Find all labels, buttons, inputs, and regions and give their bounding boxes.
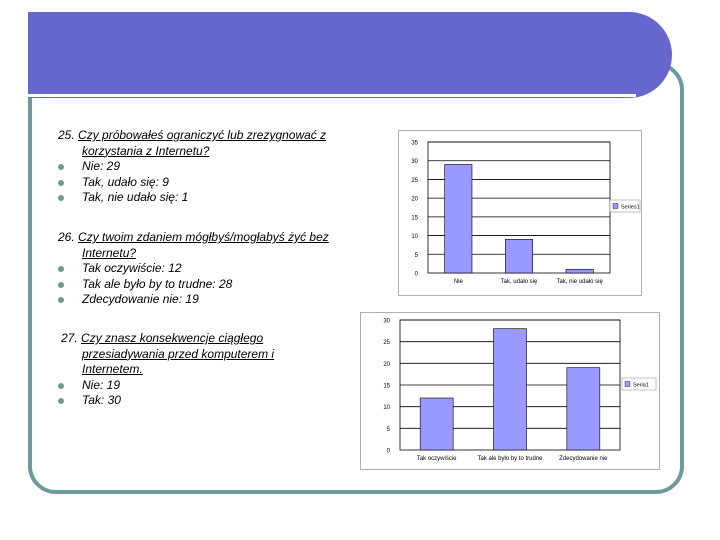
bullet-icon	[58, 195, 64, 201]
y-tick-label: 15	[383, 383, 390, 390]
y-tick-label: 0	[414, 271, 418, 278]
question-title-line: Czy próbowałeś ograniczyć lub zrezygnować z	[78, 128, 327, 142]
bar	[567, 368, 600, 450]
answer-item	[58, 393, 338, 409]
x-tick-label: Tak oczywiście	[416, 456, 457, 462]
x-tick-label: Zdecydowanie nie	[559, 456, 608, 462]
y-tick-label: 10	[383, 405, 390, 412]
bullet-icon	[58, 398, 64, 404]
x-tick-label: Tak ale było by to trudne	[477, 456, 543, 462]
answer-item	[58, 378, 338, 394]
y-tick-label: 30	[383, 318, 390, 325]
x-tick-label: Tak, udało się	[500, 279, 538, 285]
question-26-title	[58, 230, 358, 261]
answer-text: Nie: 19	[82, 377, 121, 392]
bar	[566, 269, 593, 273]
question-26	[58, 230, 358, 308]
y-tick-label: 5	[386, 426, 390, 433]
x-tick-label: Tak, nie udało się	[556, 279, 603, 285]
x-tick-label: Nie	[453, 279, 463, 285]
legend-label: Seria1	[633, 382, 649, 389]
answer-item	[58, 261, 358, 277]
question-title-line: Internetem.	[82, 362, 143, 376]
y-tick-label: 20	[383, 361, 390, 368]
question-25-title	[58, 128, 358, 159]
answer-text: Tak, nie udało się: 1	[82, 190, 189, 204]
y-tick-label: 25	[383, 340, 390, 347]
y-tick-label: 15	[411, 215, 418, 222]
bullet-icon	[58, 164, 64, 170]
title-banner	[28, 12, 672, 98]
question-title-line: korzystania z Internetu?	[82, 143, 210, 158]
question-27	[58, 331, 338, 409]
bullet-icon	[58, 282, 64, 288]
y-tick-label: 30	[411, 159, 418, 166]
y-tick-label: 0	[386, 448, 390, 455]
bullet-icon	[58, 266, 64, 272]
answer-text: Tak oczywiście: 12	[82, 261, 182, 275]
y-tick-label: 20	[411, 196, 418, 203]
answer-text: Tak: 30	[82, 393, 121, 407]
chart-question-25	[398, 130, 642, 296]
answer-text: Zdecydowanie nie: 19	[82, 292, 199, 306]
legend-label: Series1	[621, 204, 640, 211]
bullet-icon	[58, 383, 64, 389]
answer-item	[58, 277, 358, 293]
y-tick-label: 35	[411, 140, 418, 147]
y-tick-label: 25	[411, 177, 418, 184]
legend-swatch	[625, 382, 630, 387]
answer-item	[58, 190, 358, 206]
question-number: 26.	[58, 230, 75, 244]
answer-item	[58, 292, 358, 308]
question-number: 27.	[61, 331, 78, 345]
question-25	[58, 128, 358, 206]
bullet-icon	[58, 297, 64, 303]
answer-text: Tak, udało się: 9	[82, 174, 169, 189]
y-tick-label: 10	[411, 234, 418, 241]
question-number: 25.	[58, 128, 75, 142]
chart-question-26	[360, 312, 660, 470]
bar	[445, 164, 472, 273]
question-title-line: Czy twoim zdaniem mógłbyś/mogłabyś żyć bez	[78, 230, 329, 244]
y-tick-label: 5	[414, 252, 418, 259]
answer-item	[58, 175, 358, 191]
question-title-line: Internetu?	[82, 245, 137, 260]
answer-item	[58, 159, 358, 175]
question-title-line: przesiadywania przed komputerem i	[82, 346, 275, 361]
question-27-title	[58, 331, 338, 378]
bar	[420, 398, 453, 450]
legend-swatch	[613, 204, 618, 209]
question-title-line: Czy znasz konsekwencje ciągłego	[81, 331, 264, 345]
bar	[505, 239, 532, 273]
answer-text: Tak ale było by to trudne: 28	[82, 276, 233, 291]
bullet-icon	[58, 180, 64, 186]
answer-text: Nie: 29	[82, 159, 121, 173]
bar	[494, 329, 527, 450]
banner-rule	[28, 94, 636, 97]
